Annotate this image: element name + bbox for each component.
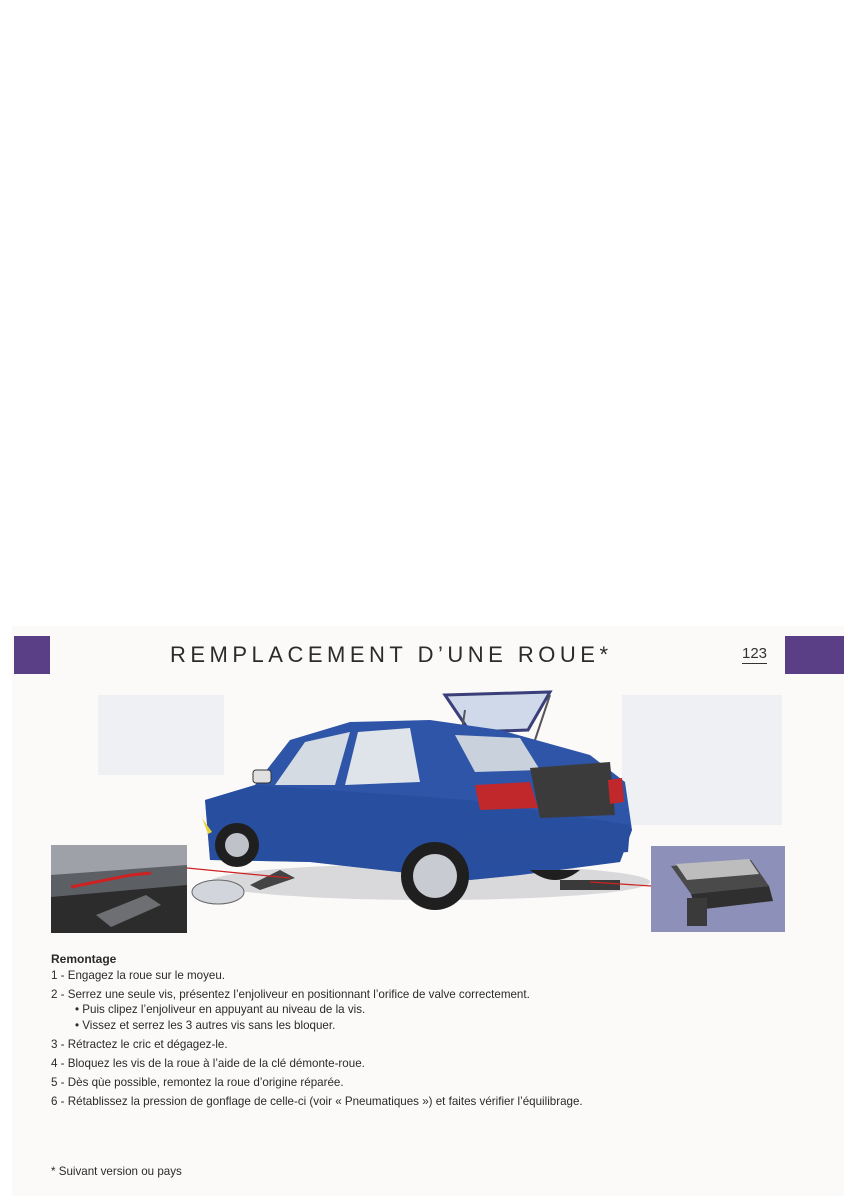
page-number: 123: [742, 645, 768, 662]
jack-detail-image: [651, 846, 785, 932]
step-item: 5 - Dès qùe possible, remontez la roue d’origine réparée.: [51, 1075, 344, 1089]
chapter-tab-right: [785, 636, 844, 674]
instructions: [51, 952, 811, 1109]
chapter-tab-left: [14, 636, 50, 674]
step-subitem: • Vissez et serrez les 3 autres vis sans les bloquer.: [75, 1018, 336, 1032]
step-subitem: • Puis clipez l’enjoliveur en appuyant au niveau de la vis.: [75, 1003, 366, 1016]
page-title: REMPLACEMENT D’UNE ROUE*: [170, 642, 613, 667]
step-item: 3 - Rétractez le cric et dégagez-le.: [51, 1037, 228, 1051]
step-item: 6 - Rétablissez la pression de gonflage de celle-ci (voir « Pneumatiques ») et faites vérifier l’équilibrage.: [51, 1094, 583, 1108]
section-heading: Remontage: [51, 952, 117, 966]
step-item: 2 - Serrez une seule vis, présentez l’enjoliveur en positionnant l’orifice de valve correctement.: [51, 987, 530, 1001]
footnote: * Suivant version ou pays: [51, 1165, 182, 1178]
step-item: 1 - Engagez la roue sur le moyeu.: [51, 968, 226, 982]
step-item: 4 - Bloquez les vis de la roue à l’aide de la clé démonte-roue.: [51, 1056, 365, 1070]
jack-point-detail-image: [51, 845, 187, 933]
